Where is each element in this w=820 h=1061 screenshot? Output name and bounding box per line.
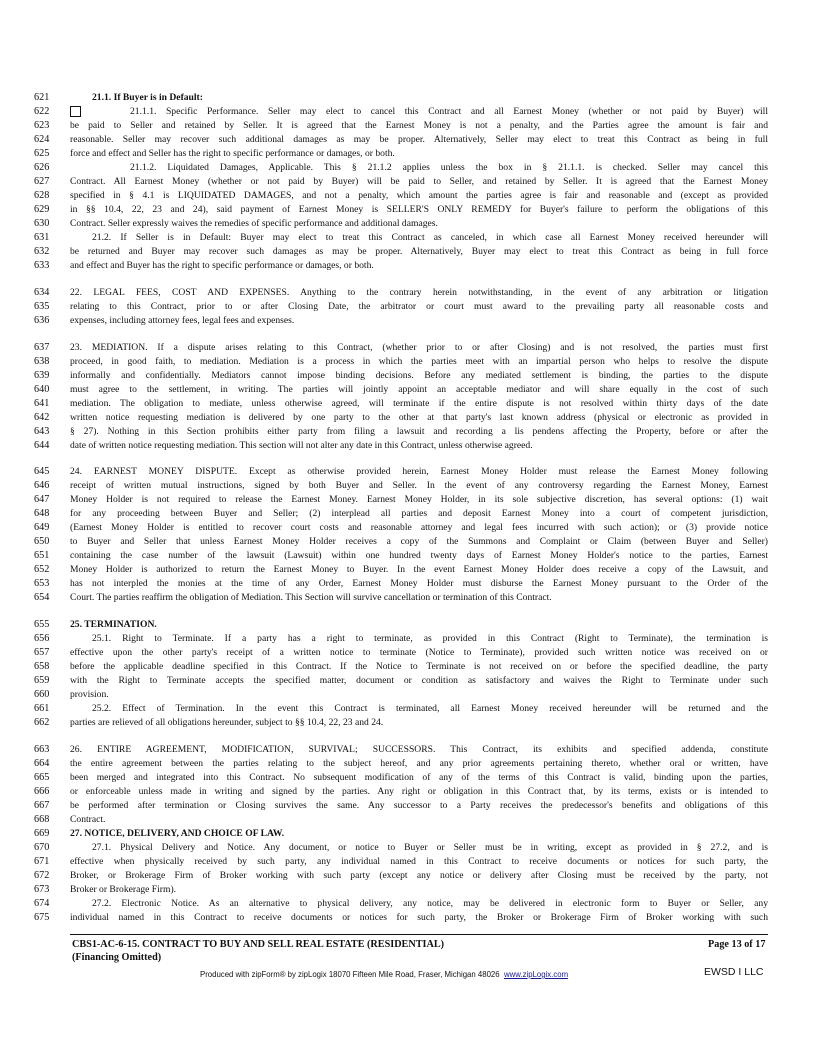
section-27-heading: 27. NOTICE, DELIVERY, AND CHOICE OF LAW. [70,828,284,839]
line-670: 670 27.1. Physical Delivery and Notice. Any document, or notice to Buyer or Seller must be in writing, except as provided in § 27.2, and is [34,842,768,853]
line-631: 631 21.2. If Seller is in Default: Buyer may elect to treat this Contract as canceled, in which case all Earnest Money received hereunder will [34,232,768,243]
line-673: 673 Broker or Brokerage Firm). [34,884,177,895]
line-643: 643 § 27). Nothing in this Section prohibits either party from filing a lawsuit and recording a lis pendens affecting the Property, before or after the [34,426,768,437]
line-666: 666 or enforceable unless made in writing and signed by the parties. Any right or obligation in this Contract that, by its terms, exists or is intended to [34,786,768,797]
line-667: 667 be performed after termination or Closing survives the same. Any successor to a Party receives the predecessor's benefits and obligations of this [34,800,768,811]
line-654: 654 Court. The parties reaffirm the obligation of Mediation. This Section will survive cancellation or termination of this Contract. [34,592,552,603]
line-657: 657 effective upon the other party's receipt of a written notice to terminate (Notice to Terminate), provided such written notice was received on or [34,647,768,658]
line-674: 674 27.2. Electronic Notice. As an alternative to physical delivery, any notice, may be delivered in electronic form to Buyer or Seller, any [34,898,768,909]
line-661: 661 25.2. Effect of Termination. In the event this Contract is terminated, all Earnest Money received hereunder will be returned and the [34,703,768,714]
line-629: 629 in §§ 10.4, 22, 23 and 24), said payment of Earnest Money is SELLER'S ONLY REMEDY for Buyer's failure to perform the obligations of this [34,204,768,215]
line-671: 671 effective when physically received by such party, any individual named in this Contract to receive documents or notices for such party, the [34,856,768,867]
line-630: 630 Contract. Seller expressly waives the remedies of specific performance and additional damages. [34,218,438,229]
line-637: 637 23. MEDIATION. If a dispute arises relating to this Contract, (whether prior to or after Closing) and is not resolved, the parties must first [34,342,768,353]
footer-divider [70,934,768,935]
line-635: 635 relating to this Contract, prior to or after Closing Date, the arbitrator or court must award to the prevailing party all reasonable costs and [34,301,768,312]
specific-performance-checkbox[interactable] [70,106,81,117]
line-651: 651 containing the case number of the lawsuit (Lawsuit) within one hundred twenty days of Earnest Money Holder's notice to the parties, Earnest [34,550,768,561]
line-668: 668 Contract. [34,814,106,825]
line-644: 644 date of written notice requesting mediation. This section will not alter any date in this Contract, unless otherwise agreed. [34,440,533,451]
produced-by [200,970,568,979]
page-number: Page 13 of 17 [708,939,766,950]
line-621: 621 21.1. If Buyer is in Default: [0,91,820,105]
line-659: 659 with the Right to Terminate accepts the specified matter, document or condition as satisfactory and waives the Right to Terminate under such [34,675,768,686]
line-636: 636 expenses, including attorney fees, legal fees and expenses. [34,315,295,326]
line-647: 647 Money Holder is not required to release the Earnest Money. Earnest Money Holder, in its sole subjective discretion, has several options: (1) wait [34,494,768,505]
line-623: 623 be paid to Seller and retained by Seller. It is agreed that the Earnest Money is not a penalty, and the Parties agree the amount is fair and [34,120,768,131]
line-664: 664 the entire agreement between the parties relating to the subject hereof, and any prior agreements pertaining thereto, whether oral or written, have [34,758,768,769]
line-633: 633 and effect and Buyer has the right to specific performance or damages, or both. [34,260,374,271]
line-640: 640 must agree to the settlement, in writing. The parties will jointly appoint an acceptable mediator and will share equally in the cost of such [34,384,768,395]
line-660: 660 provision. [34,689,109,700]
line-675: 675 individual named in this Contract to receive documents or notices for such party, the Broker or Brokerage Firm of Broker working with such [34,912,768,923]
line-663: 663 26. ENTIRE AGREEMENT, MODIFICATION, SURVIVAL; SUCCESSORS. This Contract, its exhibits and specified addenda, constitute [34,744,768,755]
line-650: 650 to Buyer and Seller that unless Earnest Money Holder receives a copy of the Summons and Complaint or Claim (between Buyer and Seller) [34,536,768,547]
produced-by-text: Produced with zipForm® by zipLogix 18070 Fifteen Mile Road, Fraser, Michigan 48026 [200,970,500,979]
line-648: 648 for any proceeding between Buyer and Seller; (2) interplead all parties and deposit Earnest Money into a court of competent jurisdiction, [34,508,768,519]
line-624: 624 reasonable. Seller may recover such additional damages as may be proper. Alternatively, Seller may elect to treat this Contract as being in full [34,134,768,145]
line-665: 665 been merged and integrated into this Contract. No subsequent modification of any of the terms of this Contract is valid, binding upon the parties, [34,772,768,783]
line-632: 632 be returned and Buyer may recover such damages as may be proper. Alternatively, Buyer may elect to treat this Contract as being in full force [34,246,768,257]
line-628: 628 specified in § 4.1 is LIQUIDATED DAMAGES, and not a penalty, which amount the parties agree is fair and reasonable and (except as provided [34,190,768,201]
line-645: 645 24. EARNEST MONEY DISPUTE. Except as otherwise provided herein, Earnest Money Holder must release the Earnest Money following [34,466,768,477]
line-626: 626 21.1.2. Liquidated Damages, Applicable. This § 21.1.2 applies unless the box in § 21.1.1. is checked. Seller may cancel this [34,162,768,173]
line-634: 634 22. LEGAL FEES, COST AND EXPENSES. Anything to the contrary herein notwithstanding, in the event of any arbitration or litigation [34,287,768,298]
company-name: EWSD I LLC [704,966,764,978]
section-25-heading: 25. TERMINATION. [70,619,157,630]
line-642: 642 written notice requesting mediation is delivered by one party to the other at that party's last known address (physical or electronic as provided in [34,412,768,423]
line-627: 627 Contract. All Earnest Money (whether or not paid by Buyer) will be paid to Seller, and retained by Seller. It is agreed that the Earnest Money [34,176,768,187]
ziplogix-link[interactable]: www.zipLogix.com [503,970,569,979]
line-653: 653 has not interpled the monies at the time of any Order, Earnest Money Holder must disburse the Earnest Money pursuant to the Order of the [34,578,768,589]
line-638: 638 proceed, in good faith, to mediation. Mediation is a process in which the parties meet with an impartial person who helps to resolve the dispute [34,356,768,367]
line-662: 662 parties are relieved of all obligations hereunder, subject to §§ 10.4, 22, 23 and 24. [34,717,384,728]
form-id: CBS1-AC-6-15. CONTRACT TO BUY AND SELL REAL ESTATE (RESIDENTIAL) [72,939,445,950]
line-656: 656 25.1. Right to Terminate. If a party has a right to terminate, as provided in this Contract (Right to Terminate), the termination is [34,633,768,644]
line-639: 639 informally and confidentially. Mediators cannot impose binding decisions. Before any mediated settlement is binding, the parties to the dispute [34,370,768,381]
line-646: 646 receipt of written mutual instructions, signed by both Buyer and Seller. In the event of any controversy regarding the Earnest Money, Earnest [34,480,768,491]
line-655: 655 25. TERMINATION. [0,618,820,632]
line-669: 669 27. NOTICE, DELIVERY, AND CHOICE OF LAW. [0,827,820,841]
line-672: 672 Broker, or Brokerage Firm of Broker working with such party (except any notice or delivery after Closing must be received by the party, not [34,870,768,881]
line-622: 622 21.1.1. Specific Performance. Seller may elect to cancel this Contract and all Earnest Money (whether or not paid by Buyer) will [34,106,768,117]
section-21-1-heading: 21.1. If Buyer is in Default: [92,92,203,103]
line-658: 658 before the applicable deadline specified in this Contract. If the Notice to Terminate is not received on or before the specified deadline, the party [34,661,768,672]
line-641: 641 mediation. The obligation to mediate, unless otherwise agreed, will terminate if the entire dispute is not resolved within thirty days of the date [34,398,768,409]
line-625: 625 force and effect and Seller has the right to specific performance or damages, or both. [34,148,395,159]
form-subtitle: (Financing Omitted) [72,952,162,963]
line-652: 652 Money Holder is authorized to return the Earnest Money to Buyer. In the event Earnest Money Holder does receive a copy of the Lawsuit, and [34,564,768,575]
line-649: 649 (Earnest Money Holder is entitled to recover court costs and reasonable attorney and legal fees incurred with such action); or (3) provide notice [34,522,768,533]
